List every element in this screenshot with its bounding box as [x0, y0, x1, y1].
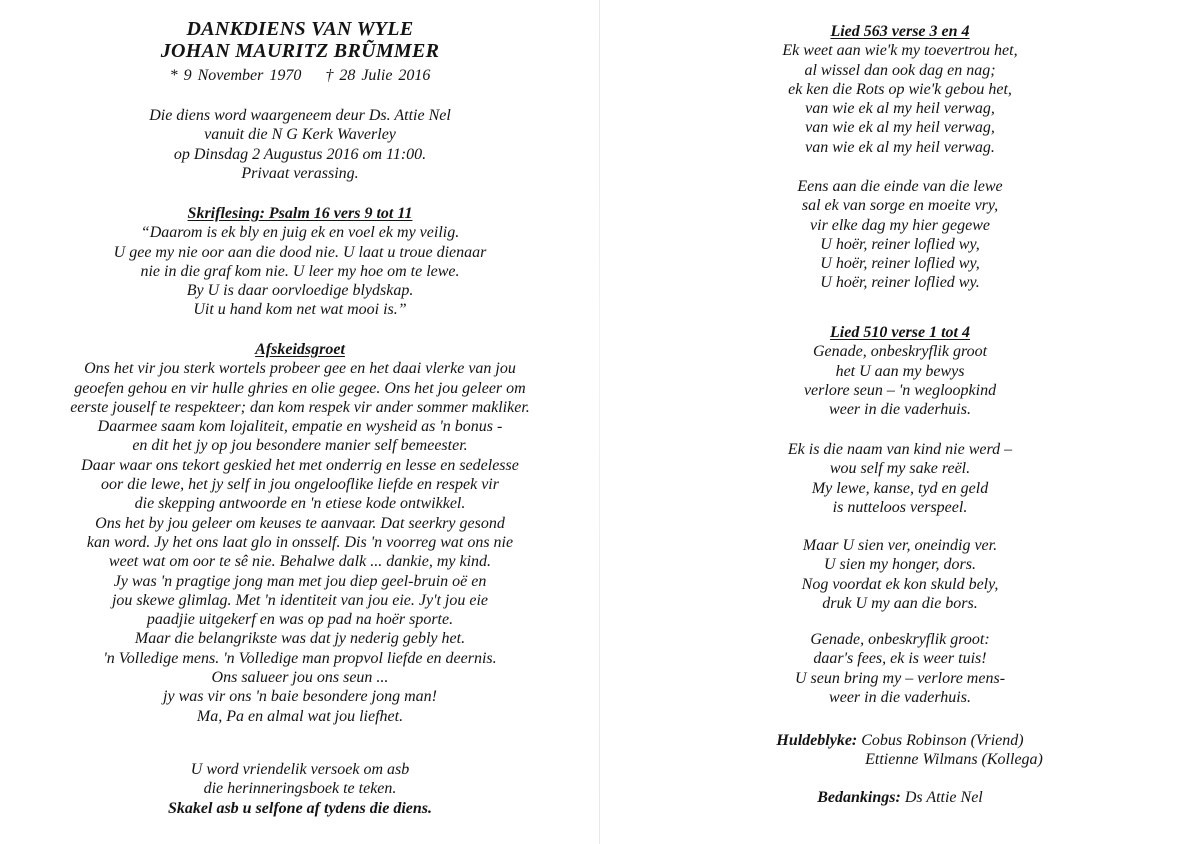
service-info [0, 106, 600, 183]
farewell-line: Ons salueer jou ons seun ... [211, 669, 389, 687]
hymn-line: U hoër, reiner loflied wy, [820, 235, 980, 253]
hymn-563-verse-2 [600, 177, 1200, 293]
farewell-line: eerste jouself te respekteer; dan kom respek vir ander sommer makliker. [70, 398, 530, 416]
hymn-line: Nog voordat ek kon skuld bely, [801, 575, 999, 593]
hymn-line: al wissel dan ook dag en nag; [804, 61, 996, 79]
phones-off-notice: Skakel asb u selfone af tydens die diens. [168, 799, 432, 817]
farewell-line: en dit het jy op jou besondere manier self bemeester. [132, 437, 468, 455]
program-title [0, 18, 600, 62]
hymn-line: vir elke dag my hier gegewe [810, 216, 990, 234]
farewell-line: Ma, Pa en almal wat jou liefhet. [196, 707, 404, 725]
tributes-line-1 [600, 731, 1200, 750]
death-date: † 28 Julie 2016 [325, 67, 431, 84]
hymn-line: weer in die vaderhuis. [829, 688, 971, 706]
hymn-line: Eens aan die einde van die lewe [797, 178, 1003, 195]
hymn-line: U hoër, reiner loflied wy, [820, 255, 980, 273]
thanks-section [600, 788, 1200, 807]
hymn-line: wou self my sake reël. [829, 460, 971, 478]
scripture-line: By U is daar oorvloedige blydskap. [186, 282, 414, 300]
farewell-line: paadjie uitgekerf en was op pad na hoër sporte. [146, 611, 454, 629]
hymn-line: van wie ek al my heil verwag. [805, 138, 995, 156]
hymn-line: van wie ek al my heil verwag, [805, 100, 995, 118]
hymn-line: My lewe, kanse, tyd en geld [811, 479, 989, 497]
hymn-line: U hoër, reiner loflied wy. [820, 274, 980, 292]
scripture-heading: Skriflesing: Psalm 16 vers 9 tot 11 [187, 205, 413, 222]
hymn-line: weer in die vaderhuis. [829, 401, 971, 419]
service-info-line: op Dinsdag 2 Augustus 2016 om 11:00. [173, 145, 427, 163]
farewell-line: jou skewe glimlag. Met 'n identiteit van jou eie. Jy't jou eie [111, 591, 489, 609]
birth-date: * 9 November 1970 [169, 67, 302, 84]
farewell-line: oor die lewe, het jy self in jou ongelooflike liefde en respek vir [101, 476, 499, 494]
hymn-line: U sien my honger, dors. [824, 556, 976, 574]
service-info-line: vanuit die N G Kerk Waverley [204, 126, 396, 144]
farewell-line: 'n Volledige mens. 'n Volledige man propvol liefde en deernis. [103, 649, 497, 667]
hymn-510-heading: Lied 510 verse 1 tot 4 [830, 324, 970, 341]
farewell-line: weet wat om oor te sê nie. Behalwe dalk ... dankie, my kind. [108, 553, 492, 571]
scripture-line: “Daarom is ek bly en juig ek en voel ek my veilig. [140, 224, 460, 242]
farewell-line: Daar waar ons tekort geskied het met onderrig en lesse en sedelesse [81, 456, 519, 474]
life-dates [0, 66, 600, 86]
request-line: U word vriendelik versoek om asb [190, 761, 410, 778]
farewell-line: Ons het by jou geleer om keuses te aanvaar. Dat seerkry gesond [95, 514, 505, 532]
right-page [600, 0, 1200, 844]
farewell-line: Daarmee saam kom lojaliteit, empatie en wysheid as 'n bonus - [97, 418, 503, 436]
thanks-name: Ds Attie Nel [904, 789, 983, 806]
deceased-name: JOHAN MAURITZ BRŨMMER [160, 40, 440, 62]
farewell-line: kan word. Jy het ons laat glo in onsself. Dis 'n voorreg wat ons nie [86, 533, 514, 551]
hymn-line: ek ken die Rots op wie'k gebou het, [788, 80, 1012, 98]
tribute-speaker-2: Ettienne Wilmans (Kollega) [865, 751, 1043, 769]
hymn-line: Genade, onbeskryflik groot: [810, 631, 990, 648]
farewell-line: geoefen gehou en vir hulle ghries en olie gegee. Ons het jou geleer om [74, 379, 526, 397]
hymn-line: Ek is die naam van kind nie werd – [787, 441, 1013, 458]
hymn-510-verse-2 [600, 440, 1200, 517]
thanks-line [600, 788, 1200, 807]
hymn-line: Genade, onbeskryflik groot [812, 343, 988, 361]
hymn-line: verlore seun – 'n wegloopkind [803, 381, 997, 399]
farewell-line: Ons het vir jou sterk wortels probeer gee en het daai vlerke van jou [84, 360, 516, 378]
farewell-section [0, 340, 600, 726]
scripture-line: nie in die graf kom nie. U leer my hoe om te lewe. [140, 262, 460, 280]
hymn-line: Maar U sien ver, oneindig ver. [802, 537, 998, 554]
farewell-heading: Afskeidsgroet [255, 341, 345, 358]
hymn-line: U seun bring my – verlore mens- [794, 669, 1006, 687]
scripture-line: Uit u hand kom net wat mooi is.” [193, 301, 407, 319]
farewell-line: jy was vir ons 'n baie besondere jong man! [163, 688, 437, 706]
farewell-line: Jy was 'n pragtige jong man met jou diep geel-bruin oë en [113, 572, 487, 590]
hymn-563 [600, 22, 1200, 157]
title-line-1: DANKDIENS VAN WYLE [186, 18, 414, 40]
thanks-label: Bedankings: [817, 789, 901, 806]
hymn-line: sal ek van sorge en moeite vry, [801, 197, 999, 215]
hymn-510 [600, 323, 1200, 419]
hymn-line: druk U my aan die bors. [822, 594, 978, 612]
farewell-line: die skepping antwoorde en 'n etiese kode ontwikkel. [134, 495, 466, 513]
service-info-line: Die diens word waargeneem deur Ds. Attie Nel [149, 107, 451, 124]
tributes-section [600, 731, 1200, 770]
request-line: die herinneringsboek te teken. [203, 780, 397, 798]
hymn-line: Ek weet aan wie'k my toevertrou het, [782, 42, 1018, 60]
tribute-speaker-1: Cobus Robinson (Vriend) [861, 732, 1024, 749]
farewell-line: Maar die belangrikste was dat jy nederig gebly het. [134, 630, 466, 648]
hymn-line: is nutteloos verspeel. [832, 498, 968, 516]
service-info-line: Privaat verassing. [241, 164, 359, 182]
guestbook-request [0, 760, 600, 818]
hymn-line: van wie ek al my heil verwag, [805, 119, 995, 137]
hymn-563-heading: Lied 563 verse 3 en 4 [830, 23, 970, 40]
hymn-510-verse-4 [600, 630, 1200, 707]
hymn-line: het U aan my bewys [835, 362, 965, 380]
scripture-section [0, 204, 600, 320]
hymn-line: daar's fees, ek is weer tuis! [813, 650, 987, 668]
scripture-line: U gee my nie oor aan die dood nie. U laat u troue dienaar [113, 243, 487, 261]
tributes-label: Huldeblyke: [776, 732, 858, 749]
hymn-510-verse-3 [600, 536, 1200, 613]
